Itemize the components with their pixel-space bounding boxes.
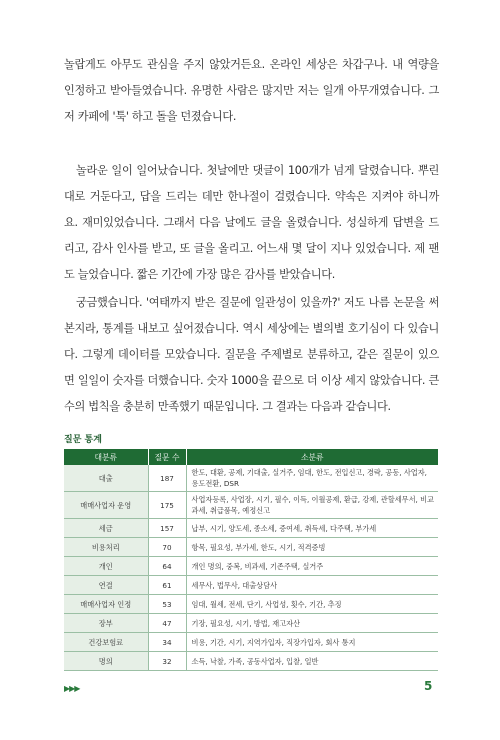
header-category: 대분류 [64, 449, 148, 465]
table-row [64, 633, 438, 652]
row-subcategories: 항목, 필요성, 부가세, 한도, 시기, 적격증빙 [186, 538, 438, 557]
row-subcategories: 한도, 대환, 공제, 기대출, 실거주, 임대, 한도, 전입신고, 경락, 공동, 사업자, 용도전환, DSR [186, 465, 438, 492]
table-row [64, 538, 438, 557]
row-category: 개인 [64, 557, 148, 576]
row-category: 연결 [64, 576, 148, 595]
table-row [64, 595, 438, 614]
row-count: 47 [148, 614, 186, 633]
row-subcategories: 기장, 필요성, 시기, 방법, 재고자산 [186, 614, 438, 633]
row-category: 매매사업자 운영 [64, 492, 148, 519]
row-count: 70 [148, 538, 186, 557]
row-count: 175 [148, 492, 186, 519]
paragraph-3: 궁금했습니다. '여태까지 받은 질문에 일관성이 있을까?' 저도 나름 논문을 써본지라, 통계를 내보고 싶어졌습니다. 역시 세상에는 별의별 호기심이 다 있습니다. 그렇게 데이터를 모았습니다. 질문을 주제별로 분류하고, 같은 질문이 있으면 일일이 숫자를 더했습니다. 숫자 1000을 끝으로 더 이상 세지 않았습니다. 큰 수의 법칙을 충분히 만족했기 때문입니다. 그 결과는 다음과 같습니다. [64, 296, 439, 413]
row-category: 대출 [64, 465, 148, 492]
row-count: 187 [148, 465, 186, 492]
table-row [64, 519, 438, 538]
triple-arrow-icon: ▶▶▶ [64, 684, 80, 693]
table-row [64, 465, 438, 492]
row-count: 53 [148, 595, 186, 614]
row-subcategories: 사업자등록, 사업장, 시기, 필수, 이득, 이월공제, 환급, 강제, 관할세무서, 비교과세, 취급품목, 예정신고 [186, 492, 438, 519]
row-category: 세금 [64, 519, 148, 538]
row-count: 61 [148, 576, 186, 595]
table-row [64, 614, 438, 633]
table-row [64, 576, 438, 595]
paragraph-1: 놀랍게도 아무도 관심을 주지 않았거든요. 온라인 세상은 차갑구나. 내 역량을 인정하고 받아들였습니다. 유명한 사람은 많지만 저는 일개 아무개였습니다. 그저 카페에 '툭' 하고 돌을 던졌습니다. [64, 58, 439, 123]
row-count: 64 [148, 557, 186, 576]
page-number: 5 [424, 679, 433, 693]
row-category: 장부 [64, 614, 148, 633]
row-count: 157 [148, 519, 186, 538]
stats-table-title: 질문 통계 [64, 435, 102, 445]
row-category: 명의 [64, 652, 148, 671]
table-row [64, 492, 438, 519]
table-row [64, 652, 438, 671]
row-category: 매매사업자 인정 [64, 595, 148, 614]
row-subcategories: 비용, 기간, 시기, 지역가입자, 직장가입자, 회사 통지 [186, 633, 438, 652]
row-category: 비용처리 [64, 538, 148, 557]
table-header-row [64, 449, 438, 465]
row-subcategories: 임대, 월세, 전세, 단기, 사업성, 횟수, 기간, 추징 [186, 595, 438, 614]
header-subcategory: 소분류 [186, 449, 438, 465]
paragraph-2: 놀라운 일이 일어났습니다. 첫날에만 댓글이 100개가 넘게 달렸습니다. 뿌린 대로 거둔다고, 답을 드리는 데만 한나절이 걸렸습니다. 약속은 지켜야 하니까요. 재미있었습니다. 그래서 다음 날에도 글을 올렸습니다. 성실하게 답변을 드리고, 감사 인사를 받고, 또 글을 올리고. 어느새 몇 달이 지나 있었습니다. 제 팬도 늘었습니다. 짧은 기간에 가장 많은 감사를 받았습니다. [64, 164, 439, 281]
row-category: 건강보험료 [64, 633, 148, 652]
row-subcategories: 세무사, 법무사, 대출상담사 [186, 576, 438, 595]
row-count: 34 [148, 633, 186, 652]
question-stats-table [64, 449, 438, 671]
row-count: 32 [148, 652, 186, 671]
row-subcategories: 소득, 낙찰, 가족, 공동사업자, 입찰, 일반 [186, 652, 438, 671]
row-subcategories: 개인 명의, 중복, 비과세, 기존주택, 실거주 [186, 557, 438, 576]
header-count: 질문 수 [148, 449, 186, 465]
table-row [64, 557, 438, 576]
row-subcategories: 납부, 시기, 양도세, 종소세, 증여세, 취득세, 다주택, 부가세 [186, 519, 438, 538]
